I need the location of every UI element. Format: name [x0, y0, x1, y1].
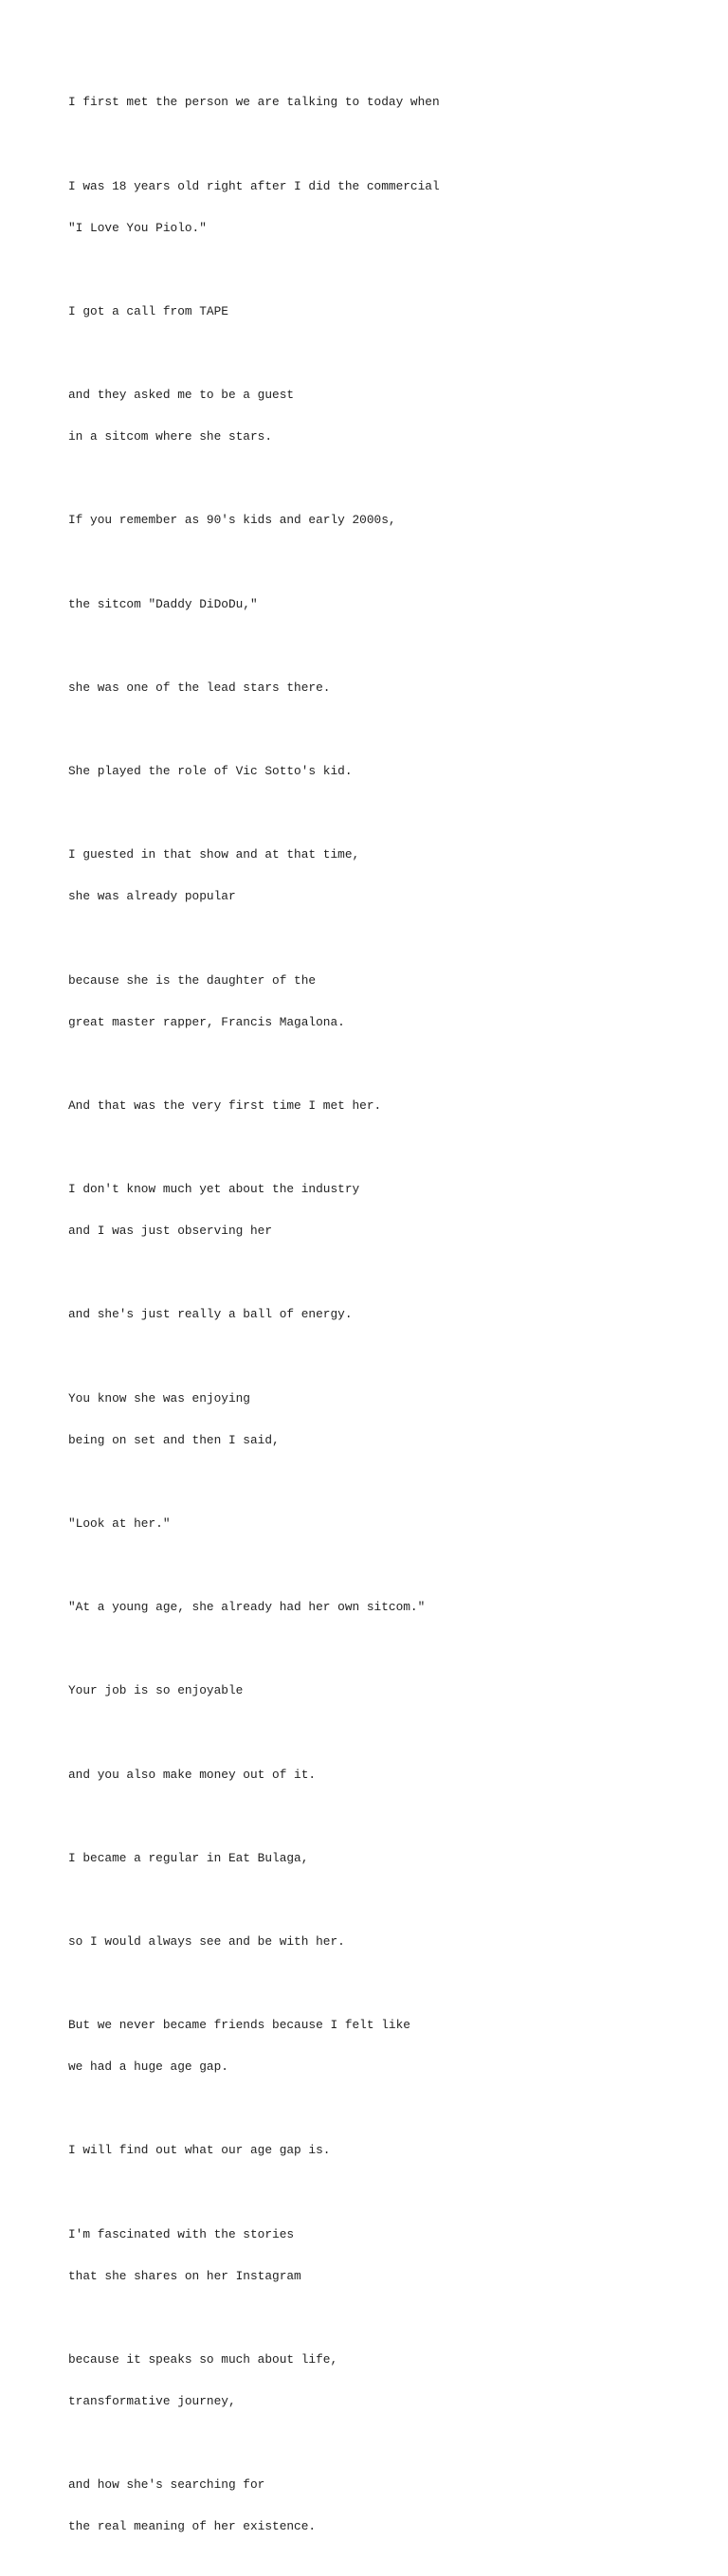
paragraph — [68, 1364, 694, 1476]
text-line: You know she was enjoying — [68, 1390, 250, 1406]
paragraph — [68, 486, 694, 556]
text-line: transformative journey, — [68, 2394, 236, 2409]
text-line: and how she's searching for — [68, 2477, 265, 2493]
paragraph — [68, 278, 694, 348]
text-line: But we never became friends because I felt like — [68, 2018, 410, 2033]
text-line: "At a young age, she already had her own sitcom." — [68, 1600, 426, 1615]
paragraph — [68, 1573, 694, 1643]
text-line: I will find out what our age gap is. — [68, 2143, 331, 2158]
paragraph — [68, 2326, 694, 2438]
paragraph — [68, 361, 694, 473]
paragraph — [68, 1823, 694, 1894]
text-line: she was already popular — [68, 889, 236, 904]
text-line: and you also make money out of it. — [68, 1767, 317, 1782]
text-line: I got a call from TAPE — [68, 303, 228, 318]
text-line: And that was the very first time I met her. — [68, 1098, 382, 1113]
paragraph — [68, 1071, 694, 1141]
text-line: the real meaning of her existence. — [68, 2519, 317, 2534]
text-line: Your job is so enjoyable — [68, 1683, 244, 1698]
text-line: "Look at her." — [68, 1515, 171, 1531]
text-line: I guested in that show and at that time, — [68, 847, 360, 862]
text-line: because she is the daughter of the — [68, 972, 317, 988]
text-line: I was 18 years old right after I did the commercial — [68, 178, 440, 193]
text-line: she was one of the lead stars there. — [68, 680, 331, 695]
text-line: If you remember as 90's kids and early 2000s, — [68, 513, 396, 528]
paragraph — [68, 1740, 694, 1810]
text-line: She played the role of Vic Sotto's kid. — [68, 764, 353, 779]
paragraph — [68, 68, 694, 138]
paragraph — [68, 1490, 694, 1560]
text-line: being on set and then I said, — [68, 1432, 280, 1447]
text-line: the sitcom "Daddy DiDoDu," — [68, 596, 258, 611]
text-line: I don't know much yet about the industry — [68, 1182, 360, 1197]
paragraph — [68, 152, 694, 263]
document-page — [68, 68, 694, 2576]
paragraph — [68, 946, 694, 1058]
text-line: so I would always see and be with her. — [68, 1933, 345, 1949]
paragraph — [68, 1908, 694, 1978]
text-line: in a sitcom where she stars. — [68, 429, 273, 444]
text-line: and I was just observing her — [68, 1224, 273, 1239]
paragraph — [68, 1155, 694, 1267]
paragraph — [68, 2200, 694, 2312]
text-line: we had a huge age gap. — [68, 2059, 228, 2075]
paragraph — [68, 821, 694, 933]
text-line: and they asked me to be a guest — [68, 388, 295, 403]
text-line: great master rapper, Francis Magalona. — [68, 1014, 345, 1029]
text-line: I first met the person we are talking to today when — [68, 95, 440, 110]
text-line: because it speaks so much about life, — [68, 2351, 338, 2367]
paragraph — [68, 737, 694, 807]
paragraph — [68, 1657, 694, 1727]
paragraph — [68, 1280, 694, 1351]
paragraph — [68, 2451, 694, 2563]
text-line: that she shares on her Instagram — [68, 2268, 301, 2283]
text-line: I became a regular in Eat Bulaga, — [68, 1850, 309, 1865]
paragraph — [68, 570, 694, 640]
text-line: and she's just really a ball of energy. — [68, 1307, 353, 1322]
paragraph — [68, 1991, 694, 2103]
paragraph — [68, 2116, 694, 2186]
text-line: "I Love You Piolo." — [68, 220, 207, 235]
text-line: I'm fascinated with the stories — [68, 2226, 295, 2241]
paragraph — [68, 653, 694, 723]
